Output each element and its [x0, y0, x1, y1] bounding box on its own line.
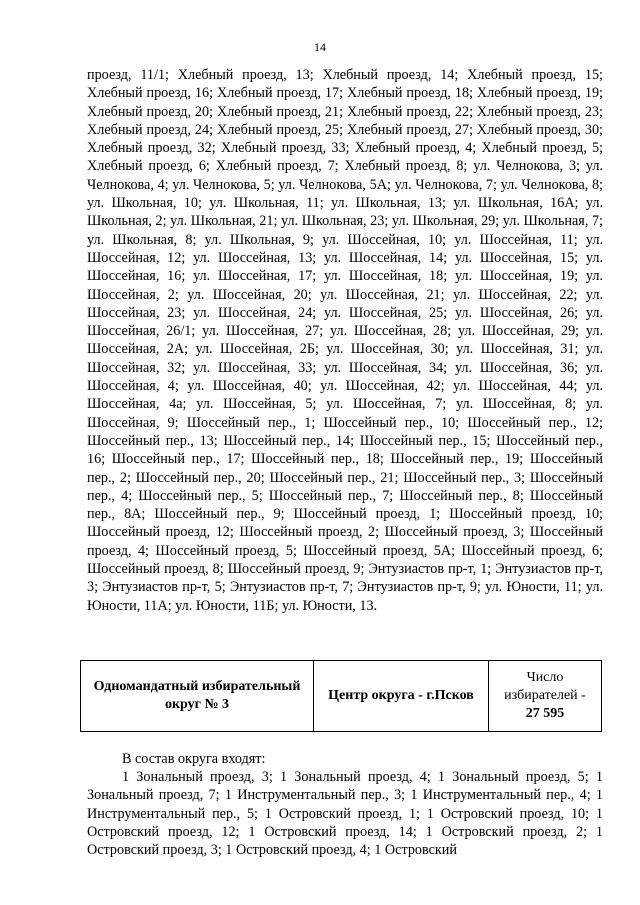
district-center-cell: Центр округа - г.Псков: [314, 661, 489, 732]
address-list-continued: проезд, 11/1; Хлебный проезд, 13; Хлебный проезд, 14; Хлебный проезд, 15; Хлебный проезд, 16; Хлебный проезд, 17; Хлебный проезд, 18; Хлебный проезд, 19; Хлебный проезд, 20; Хлебный проезд, 21; Хлебный проезд, 22; Хлебный проезд, 23; Хлебный проезд, 24; Хлебный проезд, 25; Хлебный проезд, 27; Хлебный проезд, 30; Хлебный проезд, 32; Хлебный проезд, 33; Хлебный проезд, 4; Хлебный проезд, 5; Хлебный проезд, 6; Хлебный проезд, 7; Хлебный проезд, 8; ул. Челнокова, 3; ул. Челнокова, 4; ул. Челнокова, 5; ул. Челнокова, 5А; ул. Челнокова, 7; ул. Челнокова, 8; ул. Школьная, 10; ул. Школьная, 11; ул. Школьная, 13; ул. Школьная, 16А; ул. Школьная, 2; ул. Школьная, 21; ул. Школьная, 23; ул. Школьная, 29; ул. Школьная, 7; ул. Школьная, 8; ул. Школьная, 9; ул. Шоссейная, 10; ул. Шоссейная, 11; ул. Шоссейная, 12; ул. Шоссейная, 13; ул. Шоссейная, 14; ул. Шоссейная, 15; ул. Шоссейная, 16; ул. Шоссейная, 17; ул. Шоссейная, 18; ул. Шоссейная, 19; ул. Шоссейная, 2; ул. Шоссейная, 20; ул. Шоссейная, 21; ул. Шоссейная, 22; ул. Шоссейная, 23; ул. Шоссейная, 24; ул. Шоссейная, 25; ул. Шоссейная, 26; ул. Шоссейная, 26/1; ул. Шоссейная, 27; ул. Шоссейная, 28; ул. Шоссейная, 29; ул. Шоссейная, 2А; ул. Шоссейная, 2Б; ул. Шоссейная, 30; ул. Шоссейная, 31; ул. Шоссейная, 32; ул. Шоссейная, 33; ул. Шоссейная, 34; ул. Шоссейная, 36; ул. Шоссейная, 4; ул. Шоссейная, 40; ул. Шоссейная, 42; ул. Шоссейная, 44; ул. Шоссейная, 4а; ул. Шоссейная, 5; ул. Шоссейная, 7; ул. Шоссейная, 8; ул. Шоссейная, 9; Шоссейный пер., 1; Шоссейный пер., 10; Шоссейный пер., 12; Шоссейный пер., 13; Шоссейный пер., 14; Шоссейный пер., 15; Шоссейный пер., 16; Шоссейный пер., 17; Шоссейный пер., 18; Шоссейный пер., 19; Шоссейный пер., 2; Шоссейный пер., 20; Шоссейный пер., 21; Шоссейный пер., 3; Шоссейный пер., 4; Шоссейный пер., 5; Шоссейный пер., 7; Шоссейный пер., 8; Шоссейный пер., 8А; Шоссейный пер., 9; Шоссейный проезд, 1; Шоссейный проезд, 10; Шоссейный проезд, 12; Шоссейный проезд, 2; Шоссейный проезд, 3; Шоссейный проезд, 4; Шоссейный проезд, 5; Шоссейный проезд, 5А; Шоссейный проезд, 6; Шоссейный проезд, 8; Шоссейный проезд, 9; Энтузиастов пр-т, 1; Энтузиастов пр-т, 3; Энтузиастов пр-т, 5; Энтузиастов пр-т, 7; Энтузиастов пр-т, 9; ул. Юности, 11; ул. Юности, 11А; ул. Юности, 11Б; ул. Юности, 13.: [87, 67, 603, 614]
district-info-table: [80, 660, 602, 732]
voters-cell: [489, 661, 602, 732]
district-info-row: [81, 661, 602, 732]
page-number: 14: [314, 40, 326, 54]
address-list-district-3: 1 Зональный проезд, 3; 1 Зональный проезд, 4; 1 Зональный проезд, 5; 1 Зональный проезд, 7; 1 Инструментальный пер., 3; 1 Инструментальный пер., 4; 1 Инструментальный пер., 5; 1 Островский проезд, 1; 1 Островский проезд, 10; 1 Островский проезд, 12; 1 Островский проезд, 14; 1 Островский проезд, 2; 1 Островский проезд, 3; 1 Островский проезд, 4; 1 Островский: [87, 769, 603, 859]
district-name-cell: Одномандатный избирательный округ № 3: [81, 661, 314, 732]
voters-label: Число избирателей -: [504, 670, 586, 703]
section-heading: В состав округа входят:: [122, 751, 266, 767]
voters-count: 27 595: [525, 706, 565, 721]
